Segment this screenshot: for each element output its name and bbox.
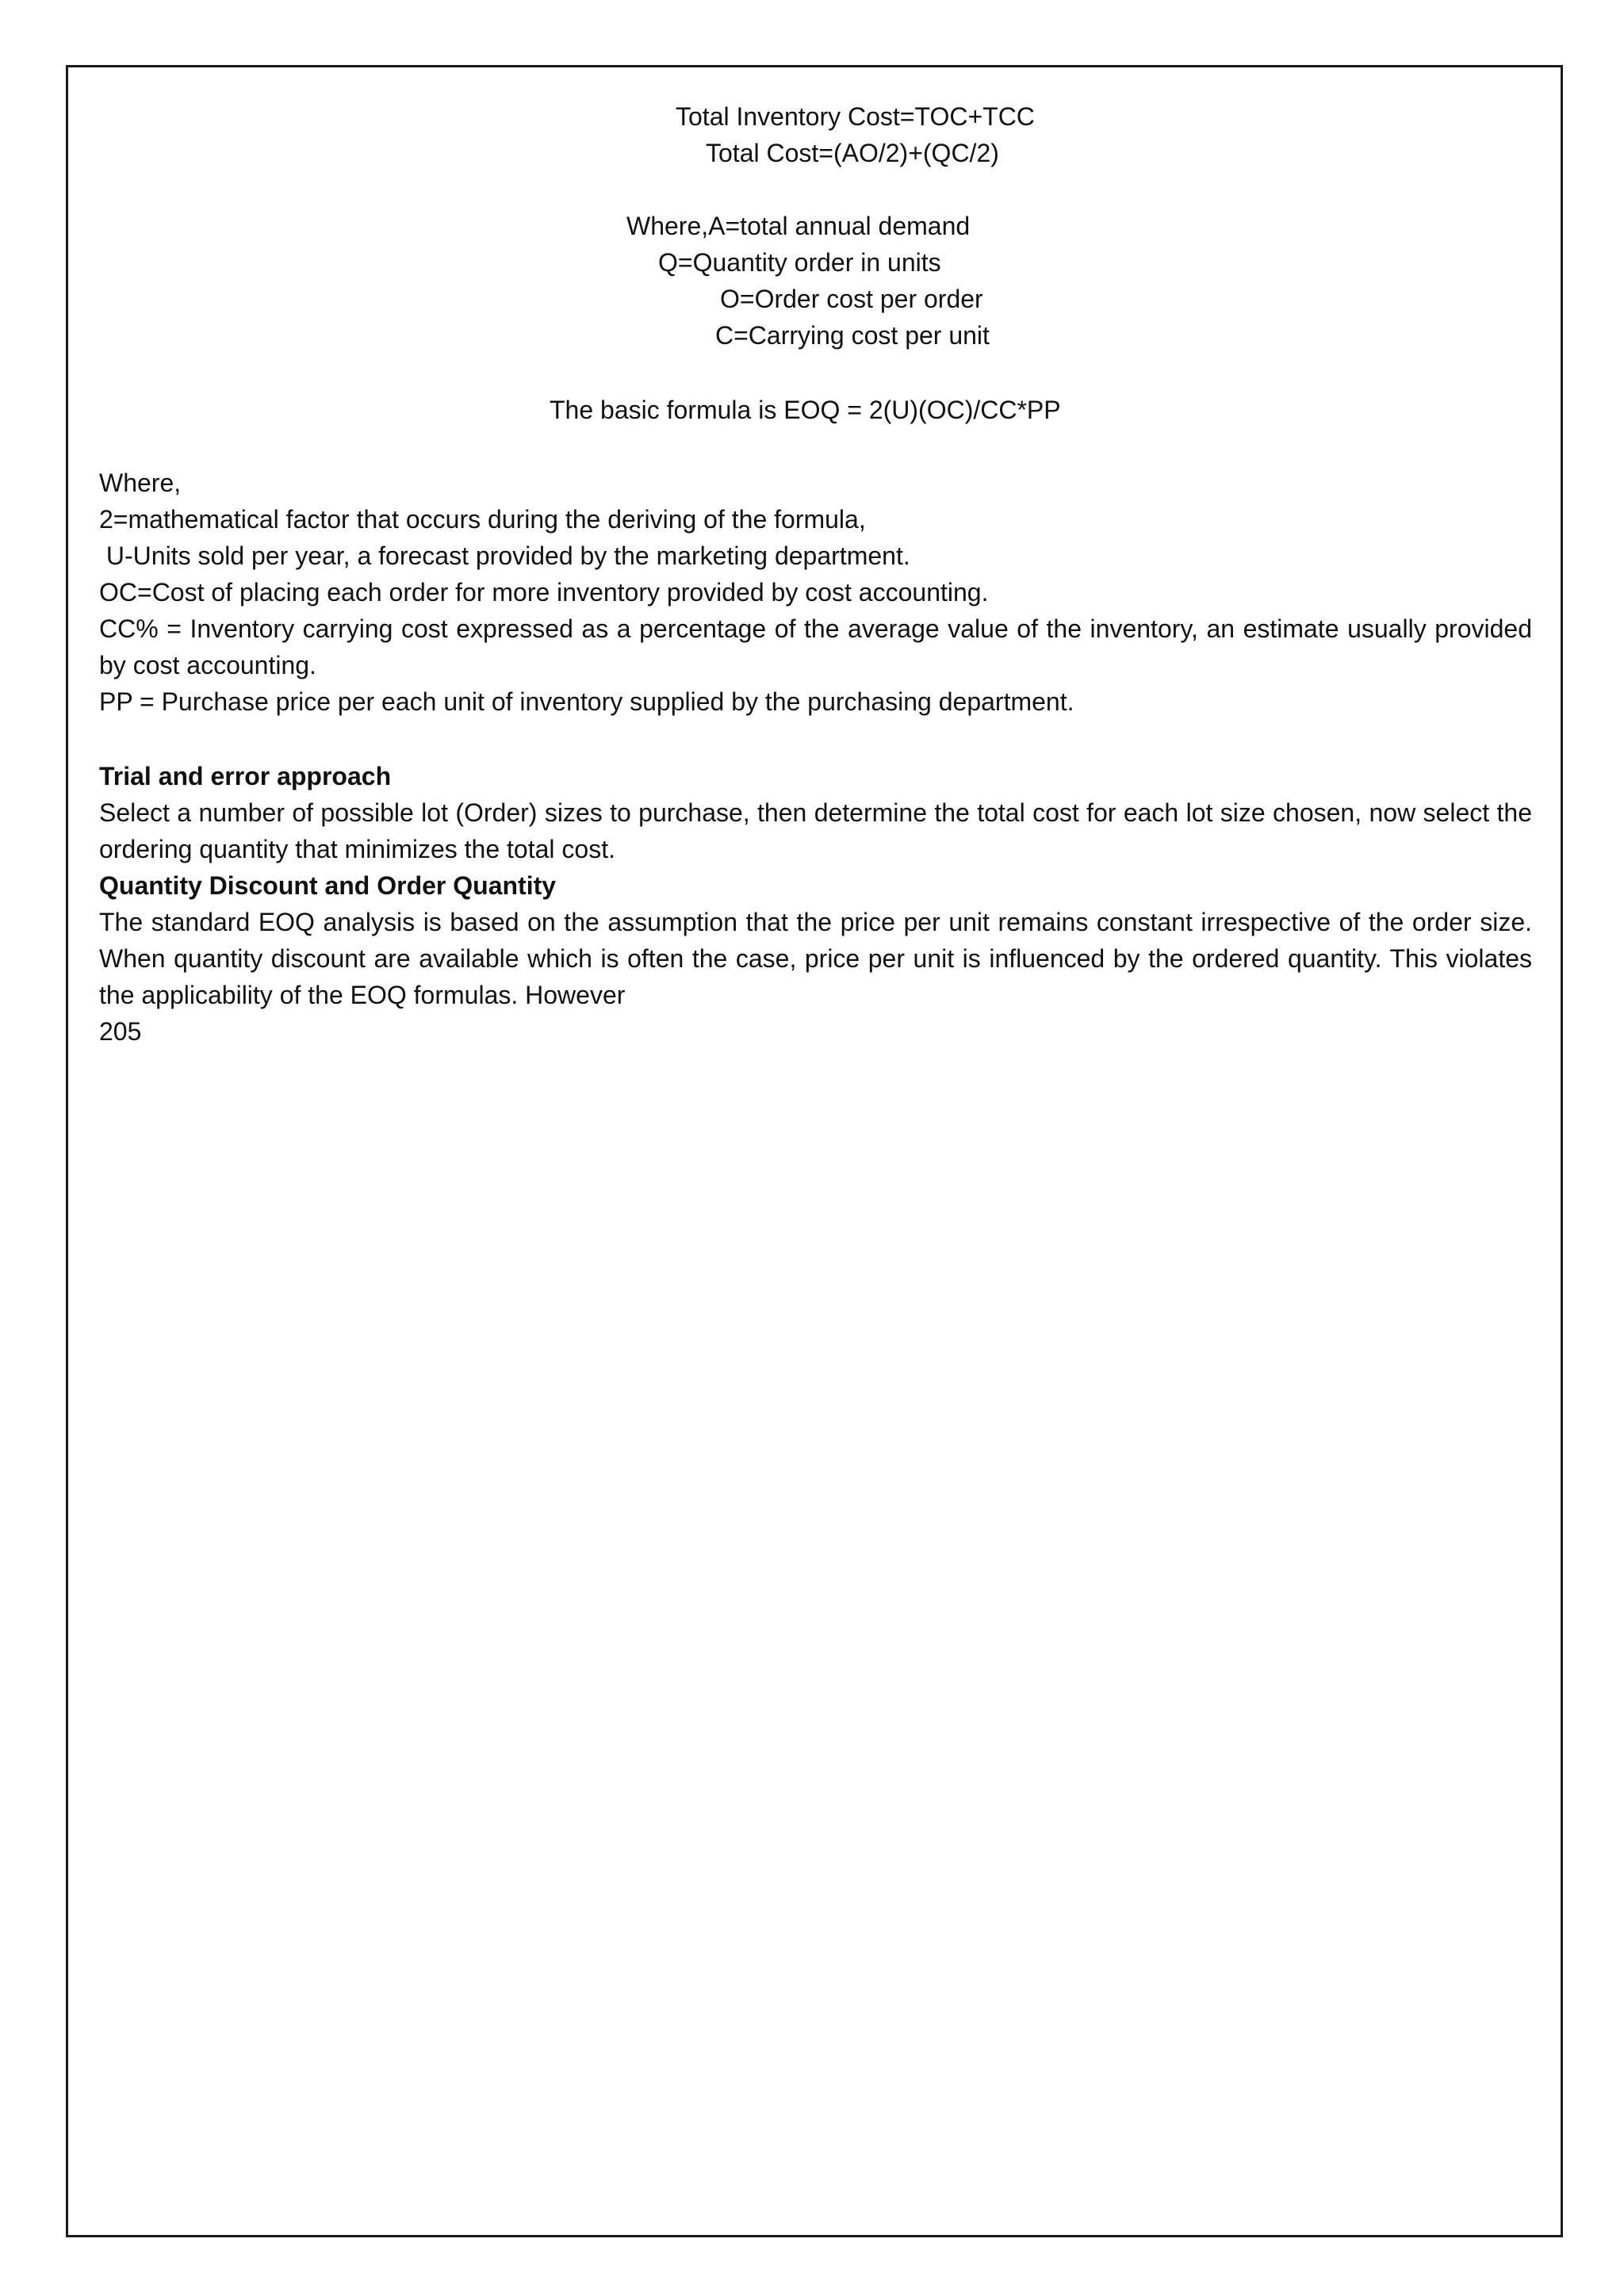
- definitions-block: [99, 465, 1532, 720]
- def-a: Where,A=total annual demand: [626, 212, 971, 240]
- discount-section: [99, 867, 1532, 1050]
- formula-total-cost: Total Cost=(AO/2)+(QC/2): [706, 139, 999, 167]
- definition-u: U-Units sold per year, a forecast provided by the marketing department.: [99, 541, 910, 570]
- discount-heading: Quantity Discount and Order Quantity: [99, 871, 557, 900]
- discount-body: The standard EOQ analysis is based on the assumption that the price per unit remains constant irrespective of the order size. When quantity discount are available which is often the case, price per unit is influenced by the ordered quantity. This violates the applicability of the EOQ formulas. However: [99, 908, 1532, 1009]
- trial-body: Select a number of possible lot (Order) sizes to purchase, then determine the total cost for each lot size chosen, now select the ordering quantity that minimizes the total cost.: [99, 798, 1532, 863]
- basic-formula: The basic formula is EOQ = 2(U)(OC)/CC*PP: [550, 396, 1061, 424]
- definitions-where: Where,: [99, 469, 182, 497]
- definition-two: 2=mathematical factor that occurs during the deriving of the formula,: [99, 505, 866, 534]
- def-c: C=Carrying cost per unit: [715, 321, 990, 350]
- page-border: [66, 65, 1563, 2237]
- def-q: Q=Quantity order in units: [658, 248, 941, 277]
- definition-cc: CC% = Inventory carrying cost expressed as a percentage of the average value of the inventory, an estimate usually provided by cost accounting.: [99, 614, 1532, 679]
- trial-section: [99, 758, 1532, 867]
- page-number: 205: [99, 1017, 142, 1046]
- trial-heading: Trial and error approach: [99, 762, 392, 790]
- def-o: O=Order cost per order: [720, 285, 983, 313]
- formula-total-inventory-cost: Total Inventory Cost=TOC+TCC: [676, 102, 1035, 131]
- definition-pp: PP = Purchase price per each unit of inventory supplied by the purchasing department.: [99, 687, 1074, 716]
- definition-oc: OC=Cost of placing each order for more inventory provided by cost accounting.: [99, 578, 989, 607]
